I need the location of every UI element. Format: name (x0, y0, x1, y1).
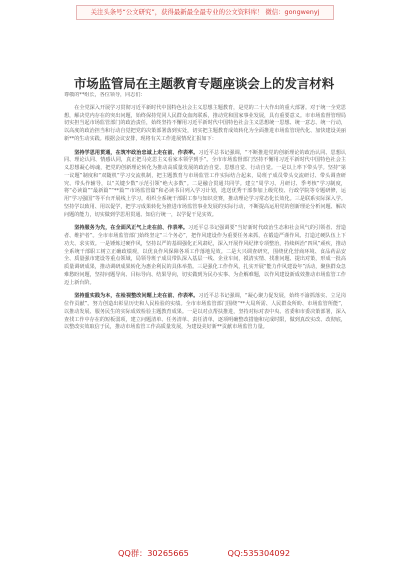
paragraph-text: 习近平总书记强调，“不断推进党的创新理论的政治认同、思想认同、理论认同、情感认同，真正把马克思主义看家本领学到手”。全市市场监督部门坚持不懈用习近平新时代中国特色社会主义思想凝心铸魂，把党的创新理论转化为推动高质量发展的政治自觉、思想自觉、行动自觉。一是以上率下带头学。坚持“第一议题”制度和“双随机”学习交流机制，把主题教育与市场监管工作实际结合起来，局班子成员带头交流研讨、带头调查研究、带头作辅导，以“关键少数”示范引领“绝大多数”。二是融合贯通共同学。建立“周学习、月研讨、季考核”学习制度，将“必读篇”“最新篇”“**篇”“市场监管篇”和必读书目列入学习计划，选送优秀干部参加上级党校、行政学院等专题研修，运用“学习强国”等平台开展线上学习，组织全系统干部职工参与知识竞赛，推动理论学习常态化长效化。三是联系实际深入学。坚持学以致用、用以促学，把学习成果转化为推进市场监管事业发展的实际行动，不断提高运用党的创新理论分析问题、解决问题的能力，切实做到学思用贯通、知信行统一，以学促干见实效。 (64, 149, 346, 218)
paragraph-heading: 坚持服务为先，在全面风正气上走在前、作表率。 (74, 225, 189, 232)
body-paragraph (64, 150, 346, 220)
paragraph-text: 习近平总书记强调要“当好新时代政治生态和社会风气的引领者、营造者、维护者”。全市市场监管部门始终坚定“三个务必”，把作风建设作为重要任务来抓，在锻造严谨作风、打造过硬队伍上下功夫、求实效。一是锤炼过硬作风，坚持以严的基调强化正风肃纪，深入开展作风纪律专项整治，持续纠治“四风”顽疾，推动全系统干部职工树立正确政绩观，以优良作风保障各项工作落地见效。二是大兴调查研究，围绕优化营商环境、食品药品安全、质量强市建设等重点领域，局领导班子成员带队深入基层一线、企业车间，摸清实情、找准问题、提出对策，形成一批高质量调研成果，推动调研成果转化为惠企利民的具体举措。三是强化工作作风，扎实开展“能力作风建设年”活动，聚焦群众急难愁盼问题，坚持问题导向、目标导向、结果导向，切实做到为民办实事、为企解难题，以作风建设新成效推动市场监管工作迈上新台阶。 (64, 225, 346, 286)
qq-group-text: QQ群：30265665 (117, 548, 189, 558)
header-promo-banner: 关注头条号“公文研究”，获得最新最全最专业的公文资料库！ 微信：gongwenyj (76, 5, 334, 20)
paragraph-heading: 坚持学思用贯通，在筑牢政治忠诚上走在前、作表率。 (74, 149, 199, 156)
contact-footer (0, 548, 408, 559)
body-paragraph (64, 105, 346, 144)
paragraph-text: 在全党深入开展学习贯彻习近平新时代中国特色社会主义思想主题教育，是党的二十大作出的重大部署。对于统一全党思想，解决党内存在的突出问题，始终保持党同人民群众血肉联系，推动党和国家事业发展，具有重要意义。市市场监督管理局切实担当起市场监管部门的政治责任，始终坚持不懈用习近平新时代中国特色社会主义思想统一思想、统一意志、统一行动，以高度的政治担当和行动自觉把党的决策部署落到实处，切实把主题教育成效转化为全面推进市场监管现代化、加快建设美丽新**的生动实践。根据会议安排，现将有关工作进展情况汇报如下： (64, 104, 346, 142)
body-paragraph (64, 293, 346, 332)
document-title: 市场监管局在主题教育专题座谈会上的发言材料 (73, 76, 335, 92)
salutation: 尊敬的**组长，各位领导，同志们： (64, 92, 146, 98)
body-paragraph (64, 225, 346, 287)
paragraph-text: 习近平总书记强调，“凝心聚力促发展，始终不渝抓落实、立足岗位作贡献”。努力创造出彰显历史和人民检验的实绩。全市市场监管部门围绕“**大局所需、人民群众所盼、市场监管所能”，以推动发展、服务民生的实际成效检验主题教育成果。一是以对点帮扶推进，坚持对标对表中央、省委和市委决策部署，深入查找工作中存在的短板弱项，建立问题清单、任务清单、责任清单，逐项明确整改措施和完成时限，做到真改实改、改彻底，以整改实效取信于民，推动市场监管工作高质量发展，为建设美好新**贡献市场监管力量。 (64, 293, 346, 331)
qq-number-text: QQ:535304092 (227, 548, 291, 558)
paragraph-heading: 坚持重实践为本，在检视整改问题上走在前、作表率。 (74, 293, 199, 300)
document-body (64, 92, 346, 540)
